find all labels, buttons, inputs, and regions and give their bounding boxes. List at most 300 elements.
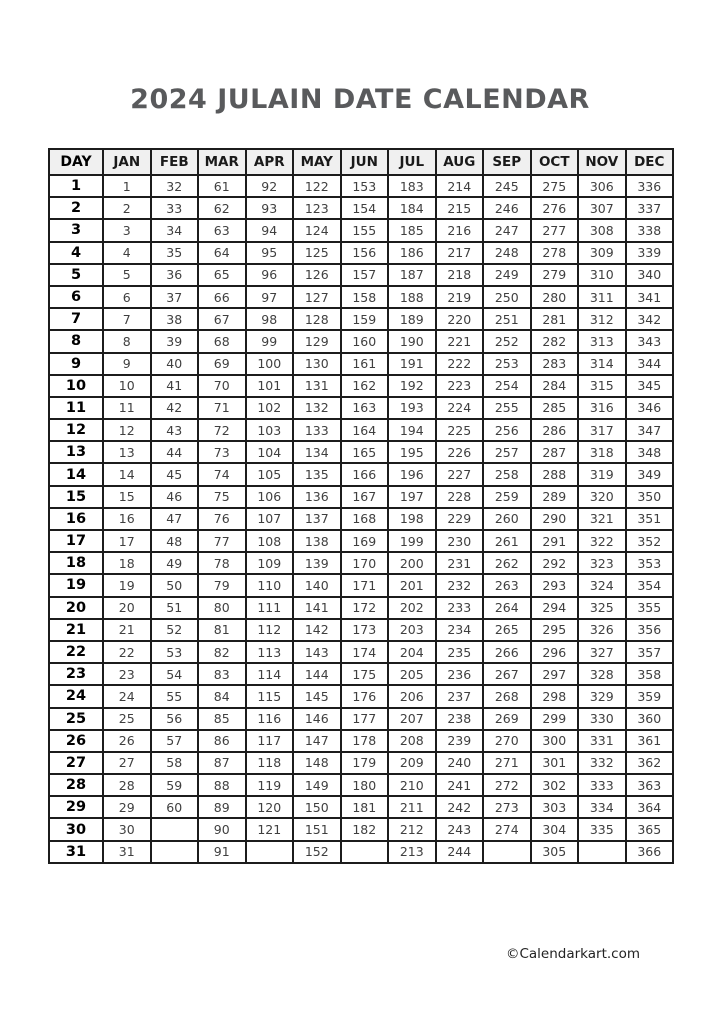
month-header-apr: APR <box>246 149 294 175</box>
julian-date-cell: 75 <box>198 486 246 508</box>
julian-date-cell: 184 <box>388 197 436 219</box>
julian-date-cell: 110 <box>246 574 294 596</box>
julian-date-cell: 179 <box>341 752 389 774</box>
julian-date-cell: 259 <box>483 486 531 508</box>
day-cell: 20 <box>49 597 103 619</box>
julian-date-cell: 169 <box>341 530 389 552</box>
julian-date-cell: 214 <box>436 175 484 197</box>
julian-date-cell: 306 <box>578 175 626 197</box>
julian-date-cell: 297 <box>531 663 579 685</box>
julian-date-cell: 269 <box>483 708 531 730</box>
julian-date-cell: 85 <box>198 708 246 730</box>
julian-date-cell: 295 <box>531 619 579 641</box>
table-row <box>49 508 673 530</box>
julian-date-cell: 273 <box>483 796 531 818</box>
julian-date-cell: 323 <box>578 552 626 574</box>
julian-date-cell: 72 <box>198 419 246 441</box>
julian-date-cell: 226 <box>436 441 484 463</box>
julian-date-cell: 217 <box>436 242 484 264</box>
julian-date-cell: 313 <box>578 330 626 352</box>
julian-date-cell: 96 <box>246 264 294 286</box>
julian-date-cell: 201 <box>388 574 436 596</box>
month-header-aug: AUG <box>436 149 484 175</box>
day-cell: 14 <box>49 463 103 485</box>
julian-date-cell: 287 <box>531 441 579 463</box>
julian-date-cell: 140 <box>293 574 341 596</box>
julian-date-cell: 114 <box>246 663 294 685</box>
julian-date-cell: 298 <box>531 685 579 707</box>
julian-date-cell: 94 <box>246 219 294 241</box>
julian-date-cell: 315 <box>578 375 626 397</box>
julian-date-cell: 78 <box>198 552 246 574</box>
julian-date-cell: 127 <box>293 286 341 308</box>
julian-date-cell: 39 <box>151 330 199 352</box>
table-row <box>49 796 673 818</box>
julian-date-cell: 165 <box>341 441 389 463</box>
julian-date-cell: 38 <box>151 308 199 330</box>
julian-date-cell: 101 <box>246 375 294 397</box>
julian-date-cell: 18 <box>103 552 151 574</box>
table-row <box>49 219 673 241</box>
julian-date-cell: 213 <box>388 841 436 863</box>
julian-date-cell: 328 <box>578 663 626 685</box>
julian-date-cell: 4 <box>103 242 151 264</box>
julian-date-cell: 337 <box>626 197 674 219</box>
julian-date-cell: 256 <box>483 419 531 441</box>
julian-date-cell <box>483 841 531 863</box>
julian-date-cell: 349 <box>626 463 674 485</box>
table-row <box>49 663 673 685</box>
julian-date-cell: 248 <box>483 242 531 264</box>
julian-date-cell: 265 <box>483 619 531 641</box>
julian-date-cell: 160 <box>341 330 389 352</box>
julian-date-cell: 30 <box>103 818 151 840</box>
julian-date-cell: 70 <box>198 375 246 397</box>
julian-date-cell: 198 <box>388 508 436 530</box>
julian-date-cell: 318 <box>578 441 626 463</box>
julian-date-cell: 304 <box>531 818 579 840</box>
julian-date-cell: 277 <box>531 219 579 241</box>
julian-date-cell: 13 <box>103 441 151 463</box>
julian-date-cell: 27 <box>103 752 151 774</box>
day-cell: 19 <box>49 574 103 596</box>
julian-date-cell: 182 <box>341 818 389 840</box>
julian-date-cell: 173 <box>341 619 389 641</box>
julian-date-cell: 350 <box>626 486 674 508</box>
table-row <box>49 619 673 641</box>
julian-date-cell: 84 <box>198 685 246 707</box>
julian-date-cell: 48 <box>151 530 199 552</box>
julian-date-cell: 150 <box>293 796 341 818</box>
julian-date-cell: 119 <box>246 774 294 796</box>
julian-date-cell: 322 <box>578 530 626 552</box>
julian-date-cell: 358 <box>626 663 674 685</box>
julian-date-cell: 263 <box>483 574 531 596</box>
julian-date-cell: 334 <box>578 796 626 818</box>
julian-date-cell: 112 <box>246 619 294 641</box>
julian-date-cell: 126 <box>293 264 341 286</box>
julian-date-cell: 339 <box>626 242 674 264</box>
julian-date-cell: 157 <box>341 264 389 286</box>
julian-date-cell: 171 <box>341 574 389 596</box>
table-row <box>49 463 673 485</box>
julian-date-cell: 204 <box>388 641 436 663</box>
julian-date-cell: 89 <box>198 796 246 818</box>
day-cell: 27 <box>49 752 103 774</box>
julian-date-cell: 32 <box>151 175 199 197</box>
julian-date-cell: 125 <box>293 242 341 264</box>
julian-date-cell: 220 <box>436 308 484 330</box>
julian-date-cell: 232 <box>436 574 484 596</box>
julian-date-cell: 228 <box>436 486 484 508</box>
julian-date-cell: 242 <box>436 796 484 818</box>
julian-date-cell: 264 <box>483 597 531 619</box>
julian-date-cell: 188 <box>388 286 436 308</box>
julian-date-cell: 55 <box>151 685 199 707</box>
julian-date-cell: 279 <box>531 264 579 286</box>
julian-date-cell: 73 <box>198 441 246 463</box>
month-header-jul: JUL <box>388 149 436 175</box>
julian-date-cell: 344 <box>626 353 674 375</box>
table-row <box>49 574 673 596</box>
julian-date-cell: 86 <box>198 730 246 752</box>
julian-date-cell: 245 <box>483 175 531 197</box>
julian-date-cell: 158 <box>341 286 389 308</box>
julian-date-cell: 50 <box>151 574 199 596</box>
julian-date-cell: 211 <box>388 796 436 818</box>
julian-date-cell: 177 <box>341 708 389 730</box>
julian-date-cell: 254 <box>483 375 531 397</box>
julian-date-cell: 342 <box>626 308 674 330</box>
julian-date-cell: 20 <box>103 597 151 619</box>
julian-date-cell: 238 <box>436 708 484 730</box>
julian-date-cell: 33 <box>151 197 199 219</box>
julian-date-cell: 67 <box>198 308 246 330</box>
julian-date-cell: 97 <box>246 286 294 308</box>
julian-date-cell: 42 <box>151 397 199 419</box>
julian-date-cell: 218 <box>436 264 484 286</box>
julian-date-cell: 300 <box>531 730 579 752</box>
julian-date-cell: 87 <box>198 752 246 774</box>
julian-date-cell: 243 <box>436 818 484 840</box>
julian-date-cell: 19 <box>103 574 151 596</box>
julian-date-cell: 79 <box>198 574 246 596</box>
julian-date-cell: 109 <box>246 552 294 574</box>
day-cell: 11 <box>49 397 103 419</box>
julian-date-cell: 102 <box>246 397 294 419</box>
julian-date-cell: 353 <box>626 552 674 574</box>
day-cell: 24 <box>49 685 103 707</box>
julian-date-cell: 333 <box>578 774 626 796</box>
julian-date-cell: 69 <box>198 353 246 375</box>
julian-date-cell: 118 <box>246 752 294 774</box>
julian-date-cell: 192 <box>388 375 436 397</box>
julian-date-cell: 356 <box>626 619 674 641</box>
julian-date-cell: 164 <box>341 419 389 441</box>
julian-date-cell: 59 <box>151 774 199 796</box>
day-cell: 17 <box>49 530 103 552</box>
julian-date-cell: 57 <box>151 730 199 752</box>
day-column-header: DAY <box>49 149 103 175</box>
julian-date-cell: 152 <box>293 841 341 863</box>
table-row <box>49 419 673 441</box>
julian-date-cell: 329 <box>578 685 626 707</box>
julian-date-cell: 355 <box>626 597 674 619</box>
table-row <box>49 774 673 796</box>
julian-date-cell: 205 <box>388 663 436 685</box>
day-cell: 23 <box>49 663 103 685</box>
julian-date-cell: 239 <box>436 730 484 752</box>
julian-date-cell: 212 <box>388 818 436 840</box>
julian-date-cell: 210 <box>388 774 436 796</box>
julian-date-cell: 240 <box>436 752 484 774</box>
julian-date-cell: 222 <box>436 353 484 375</box>
julian-date-cell: 186 <box>388 242 436 264</box>
day-cell: 16 <box>49 508 103 530</box>
julian-date-cell: 276 <box>531 197 579 219</box>
julian-date-cell: 106 <box>246 486 294 508</box>
julian-date-cell: 52 <box>151 619 199 641</box>
julian-date-cell: 54 <box>151 663 199 685</box>
julian-date-cell: 128 <box>293 308 341 330</box>
table-row <box>49 708 673 730</box>
julian-date-cell: 43 <box>151 419 199 441</box>
julian-date-cell: 233 <box>436 597 484 619</box>
julian-date-cell: 107 <box>246 508 294 530</box>
julian-date-cell: 310 <box>578 264 626 286</box>
julian-date-cell: 357 <box>626 641 674 663</box>
julian-date-cell <box>151 841 199 863</box>
julian-date-cell: 45 <box>151 463 199 485</box>
julian-date-cell: 362 <box>626 752 674 774</box>
julian-date-cell: 129 <box>293 330 341 352</box>
julian-date-cell: 327 <box>578 641 626 663</box>
julian-date-cell: 74 <box>198 463 246 485</box>
julian-date-cell: 185 <box>388 219 436 241</box>
month-header-sep: SEP <box>483 149 531 175</box>
julian-date-cell: 104 <box>246 441 294 463</box>
julian-date-cell: 271 <box>483 752 531 774</box>
julian-date-cell: 41 <box>151 375 199 397</box>
julian-date-cell: 195 <box>388 441 436 463</box>
julian-date-cell: 159 <box>341 308 389 330</box>
day-cell: 21 <box>49 619 103 641</box>
julian-date-cell: 123 <box>293 197 341 219</box>
julian-date-cell: 326 <box>578 619 626 641</box>
julian-date-cell: 64 <box>198 242 246 264</box>
julian-date-cell: 15 <box>103 486 151 508</box>
table-row <box>49 752 673 774</box>
julian-date-cell: 144 <box>293 663 341 685</box>
julian-date-cell: 139 <box>293 552 341 574</box>
julian-date-cell: 267 <box>483 663 531 685</box>
julian-date-cell: 146 <box>293 708 341 730</box>
julian-date-cell: 244 <box>436 841 484 863</box>
table-row <box>49 641 673 663</box>
julian-date-cell: 266 <box>483 641 531 663</box>
julian-date-cell: 229 <box>436 508 484 530</box>
table-row <box>49 818 673 840</box>
julian-date-cell: 237 <box>436 685 484 707</box>
table-row <box>49 486 673 508</box>
julian-date-cell: 80 <box>198 597 246 619</box>
month-header-oct: OCT <box>531 149 579 175</box>
julian-date-cell: 21 <box>103 619 151 641</box>
julian-date-cell: 291 <box>531 530 579 552</box>
month-header-dec: DEC <box>626 149 674 175</box>
julian-date-cell: 221 <box>436 330 484 352</box>
julian-date-cell: 200 <box>388 552 436 574</box>
julian-date-cell: 60 <box>151 796 199 818</box>
julian-date-cell: 141 <box>293 597 341 619</box>
table-header <box>49 149 673 175</box>
calendar-body <box>49 175 673 863</box>
day-cell: 15 <box>49 486 103 508</box>
julian-date-cell: 257 <box>483 441 531 463</box>
julian-date-cell: 352 <box>626 530 674 552</box>
julian-date-cell: 92 <box>246 175 294 197</box>
julian-date-cell: 346 <box>626 397 674 419</box>
julian-date-cell: 311 <box>578 286 626 308</box>
table-row <box>49 264 673 286</box>
julian-date-cell <box>151 818 199 840</box>
julian-date-cell: 202 <box>388 597 436 619</box>
julian-date-cell: 170 <box>341 552 389 574</box>
julian-date-cell: 68 <box>198 330 246 352</box>
julian-date-cell: 231 <box>436 552 484 574</box>
julian-date-cell: 130 <box>293 353 341 375</box>
julian-date-cell: 122 <box>293 175 341 197</box>
julian-date-cell: 1 <box>103 175 151 197</box>
julian-date-cell: 294 <box>531 597 579 619</box>
julian-date-cell: 163 <box>341 397 389 419</box>
julian-date-cell: 82 <box>198 641 246 663</box>
julian-date-cell: 278 <box>531 242 579 264</box>
table-row <box>49 730 673 752</box>
julian-date-cell: 246 <box>483 197 531 219</box>
julian-date-cell: 8 <box>103 330 151 352</box>
julian-date-cell: 236 <box>436 663 484 685</box>
julian-date-cell: 196 <box>388 463 436 485</box>
julian-date-cell: 135 <box>293 463 341 485</box>
julian-date-cell: 359 <box>626 685 674 707</box>
julian-date-cell: 134 <box>293 441 341 463</box>
julian-date-cell: 81 <box>198 619 246 641</box>
julian-date-cell: 199 <box>388 530 436 552</box>
copyright-text: ©Calendarkart.com <box>505 946 640 962</box>
julian-date-cell: 88 <box>198 774 246 796</box>
julian-date-cell: 2 <box>103 197 151 219</box>
julian-date-cell: 320 <box>578 486 626 508</box>
julian-date-cell: 28 <box>103 774 151 796</box>
julian-date-cell: 241 <box>436 774 484 796</box>
julian-date-cell: 324 <box>578 574 626 596</box>
header-row <box>49 149 673 175</box>
table-row <box>49 397 673 419</box>
julian-date-cell: 23 <box>103 663 151 685</box>
julian-date-cell: 148 <box>293 752 341 774</box>
julian-date-cell: 286 <box>531 419 579 441</box>
page-title: 2024 JULAIN DATE CALENDAR <box>130 84 590 115</box>
julian-date-cell: 120 <box>246 796 294 818</box>
julian-date-cell: 319 <box>578 463 626 485</box>
julian-date-cell: 58 <box>151 752 199 774</box>
julian-date-cell: 208 <box>388 730 436 752</box>
julian-date-cell: 348 <box>626 441 674 463</box>
julian-date-cell: 347 <box>626 419 674 441</box>
julian-date-cell: 301 <box>531 752 579 774</box>
julian-date-cell: 31 <box>103 841 151 863</box>
julian-date-cell: 151 <box>293 818 341 840</box>
julian-date-cell: 260 <box>483 508 531 530</box>
julian-date-table <box>48 148 674 864</box>
table-row <box>49 552 673 574</box>
julian-date-cell: 275 <box>531 175 579 197</box>
day-cell: 4 <box>49 242 103 264</box>
julian-date-cell: 121 <box>246 818 294 840</box>
julian-date-cell: 156 <box>341 242 389 264</box>
day-cell: 22 <box>49 641 103 663</box>
julian-date-cell: 3 <box>103 219 151 241</box>
julian-date-cell: 83 <box>198 663 246 685</box>
julian-date-cell: 308 <box>578 219 626 241</box>
julian-date-cell: 133 <box>293 419 341 441</box>
julian-date-cell: 296 <box>531 641 579 663</box>
julian-date-cell: 17 <box>103 530 151 552</box>
month-header-feb: FEB <box>151 149 199 175</box>
julian-date-cell: 29 <box>103 796 151 818</box>
table-row <box>49 353 673 375</box>
month-header-nov: NOV <box>578 149 626 175</box>
julian-date-cell: 44 <box>151 441 199 463</box>
julian-date-cell: 14 <box>103 463 151 485</box>
julian-date-cell: 10 <box>103 375 151 397</box>
julian-date-cell: 280 <box>531 286 579 308</box>
julian-date-cell: 285 <box>531 397 579 419</box>
julian-date-cell: 230 <box>436 530 484 552</box>
month-header-jan: JAN <box>103 149 151 175</box>
julian-date-cell: 293 <box>531 574 579 596</box>
julian-date-cell: 331 <box>578 730 626 752</box>
table-row <box>49 441 673 463</box>
julian-date-cell: 76 <box>198 508 246 530</box>
julian-date-cell: 71 <box>198 397 246 419</box>
julian-date-cell: 166 <box>341 463 389 485</box>
julian-date-cell: 90 <box>198 818 246 840</box>
day-cell: 29 <box>49 796 103 818</box>
julian-date-cell: 194 <box>388 419 436 441</box>
julian-date-cell: 253 <box>483 353 531 375</box>
month-header-may: MAY <box>293 149 341 175</box>
julian-date-cell: 100 <box>246 353 294 375</box>
julian-date-cell: 63 <box>198 219 246 241</box>
julian-date-cell: 299 <box>531 708 579 730</box>
julian-date-cell: 335 <box>578 818 626 840</box>
julian-date-cell: 223 <box>436 375 484 397</box>
julian-date-cell: 251 <box>483 308 531 330</box>
day-cell: 1 <box>49 175 103 197</box>
julian-date-cell: 161 <box>341 353 389 375</box>
julian-date-cell: 289 <box>531 486 579 508</box>
julian-date-cell: 354 <box>626 574 674 596</box>
julian-date-cell: 36 <box>151 264 199 286</box>
table-row <box>49 375 673 397</box>
month-header-jun: JUN <box>341 149 389 175</box>
julian-date-cell: 131 <box>293 375 341 397</box>
julian-date-cell: 91 <box>198 841 246 863</box>
julian-date-cell: 124 <box>293 219 341 241</box>
julian-date-cell: 22 <box>103 641 151 663</box>
